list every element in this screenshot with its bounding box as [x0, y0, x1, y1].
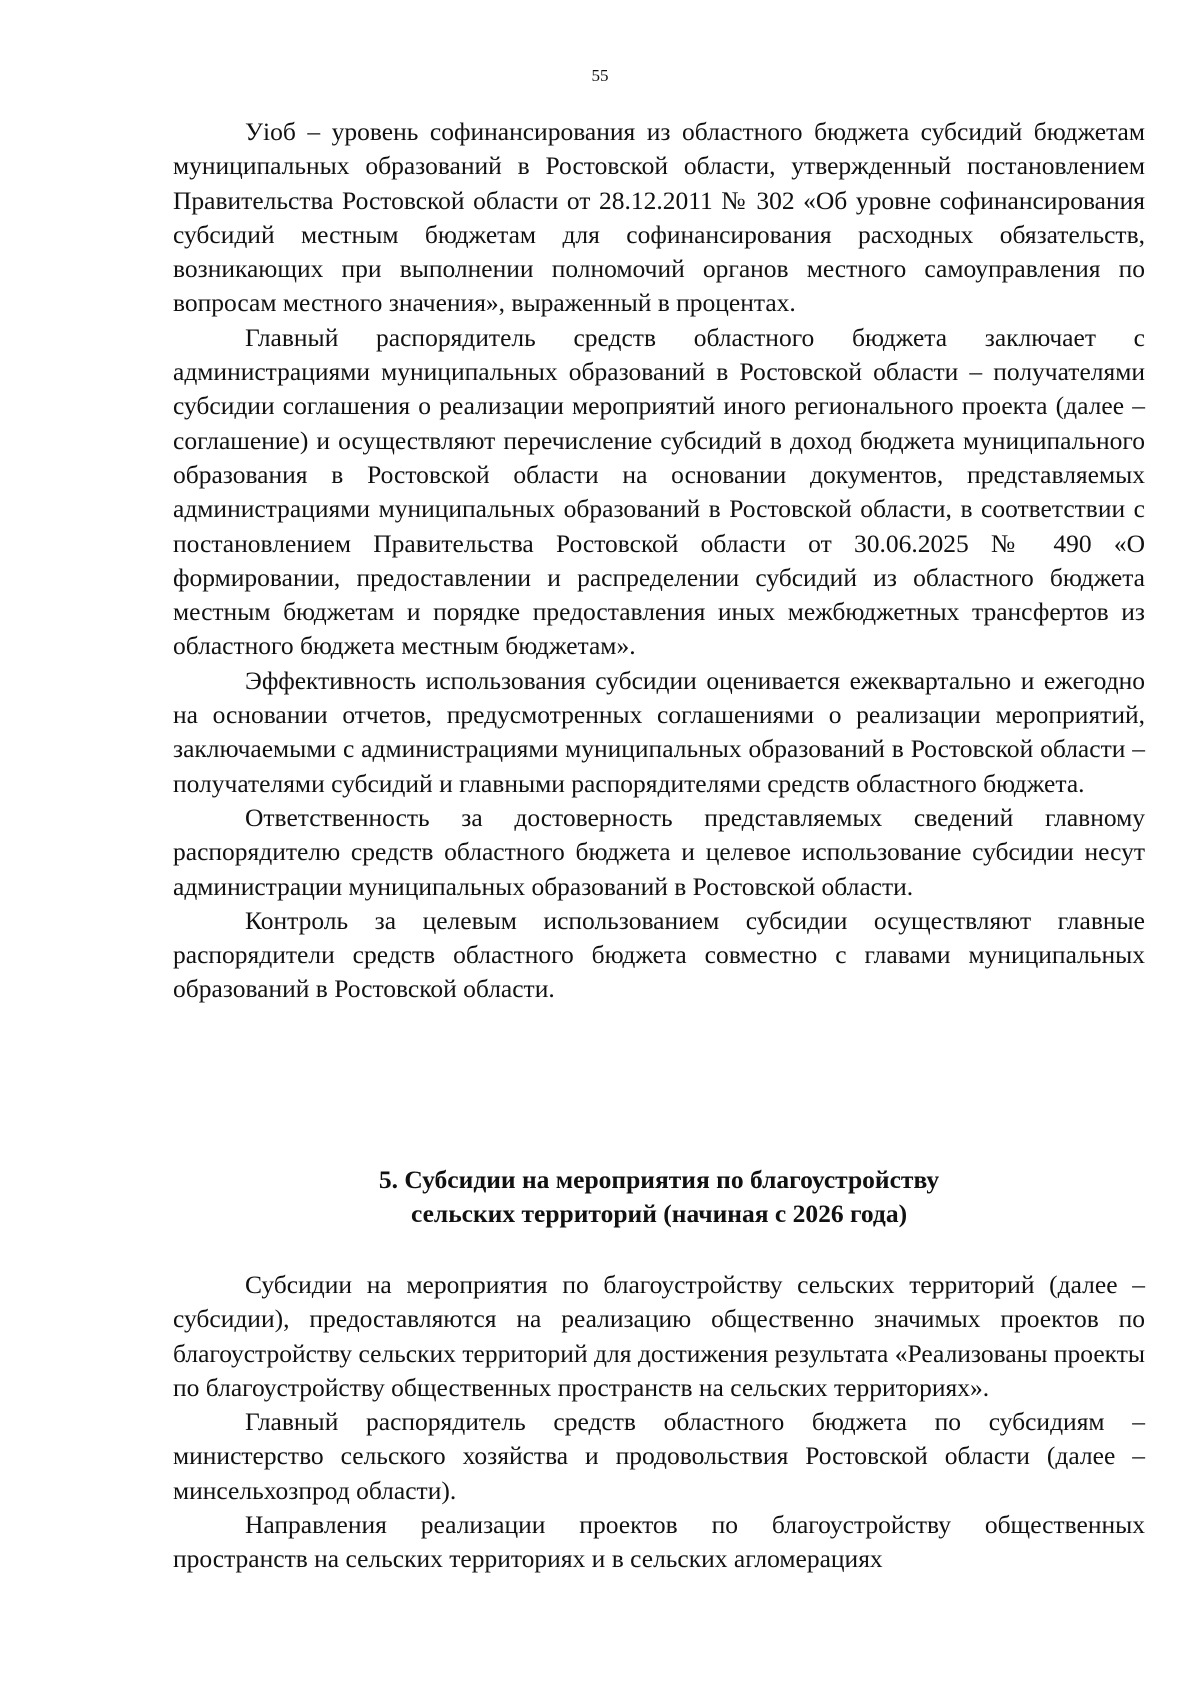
section-title-line-2: сельских территорий (начиная с 2026 года) [410, 1199, 908, 1229]
page-number: 55 [591, 66, 609, 85]
section-1-body [173, 115, 1145, 1007]
section-title-line-1: 5. Субсидии на мероприятия по благоустройству [378, 1165, 940, 1194]
paragraph-main-distributor-ministry: Главный распорядитель средств областного бюджета по субсидиям – министерство сельского хозяйства и продовольствия Ростовской области (далее – минсельхозпрод области). [173, 1407, 1145, 1505]
section-title [173, 1163, 1145, 1232]
paragraph-effectiveness: Эффективность использования субсидии оценивается ежеквартально и ежегодно на основании отчетов, предусмотренных соглашениями о реализации мероприятий, заключаемыми с администрациями муниципальных образований в Ростовской области – получателями субсидий и главными распорядителями средств областного бюджета. [173, 665, 1145, 798]
paragraph-main-distributor: Главный распорядитель средств областного бюджета заключает с администрациями муниципальных образований в Ростовской области – получателями субсидии соглашения о реализации мероприятий иного регионального проекта (далее – соглашение) и осуществляют перечисление субсидий в доход бюджета муниципального образования в Ростовской области на основании документов, представляемых администрациями муниципальных образований в Ростовской области, в соответствии с постановлением Правительства Ростовской области от 30.06.2025 № 490 «О формировании, предоставлении и распределении субсидий из областного бюджета местным бюджетам и порядке предоставления иных межбюджетных трансфертов из областного бюджета местным бюджетам». [173, 322, 1145, 661]
paragraph-yiob-definition: Уioб – уровень софинансирования из областного бюджета субсидий бюджетам муниципальных образований в Ростовской области, утвержденный постановлением Правительства Ростовской области от 28.12.2011 № 302 «Об уровне софинансирования субсидий местным бюджетам для софинансирования расходных обязательств, возникающих при выполнении полномочий органов местного самоуправления по вопросам местного значения», выраженный в процентах. [173, 117, 1145, 318]
paragraph-responsibility: Ответственность за достоверность представляемых сведений главному распорядителю средств областного бюджета и целевое использование субсидии несут администрации муниципальных образований в Ростовской области. [173, 802, 1145, 901]
section-2-body [173, 1268, 1145, 1577]
paragraph-project-directions: Направления реализации проектов по благоустройству общественных пространств на сельских территориях и в сельских агломерациях [173, 1510, 1145, 1574]
paragraph-subsidies-purpose: Субсидии на мероприятия по благоустройству сельских территорий (далее – субсидии), предоставляются на реализацию общественно значимых проектов по благоустройству сельских территорий для достижения результата «Реализованы проекты по благоустройству общественных пространств на сельских территориях». [173, 1270, 1145, 1402]
paragraph-control: Контроль за целевым использованием субсидии осуществляют главные распорядители средств областного бюджета совместно с главами муниципальных образований в Ростовской области. [173, 905, 1145, 1004]
section-heading [173, 1163, 1145, 1232]
